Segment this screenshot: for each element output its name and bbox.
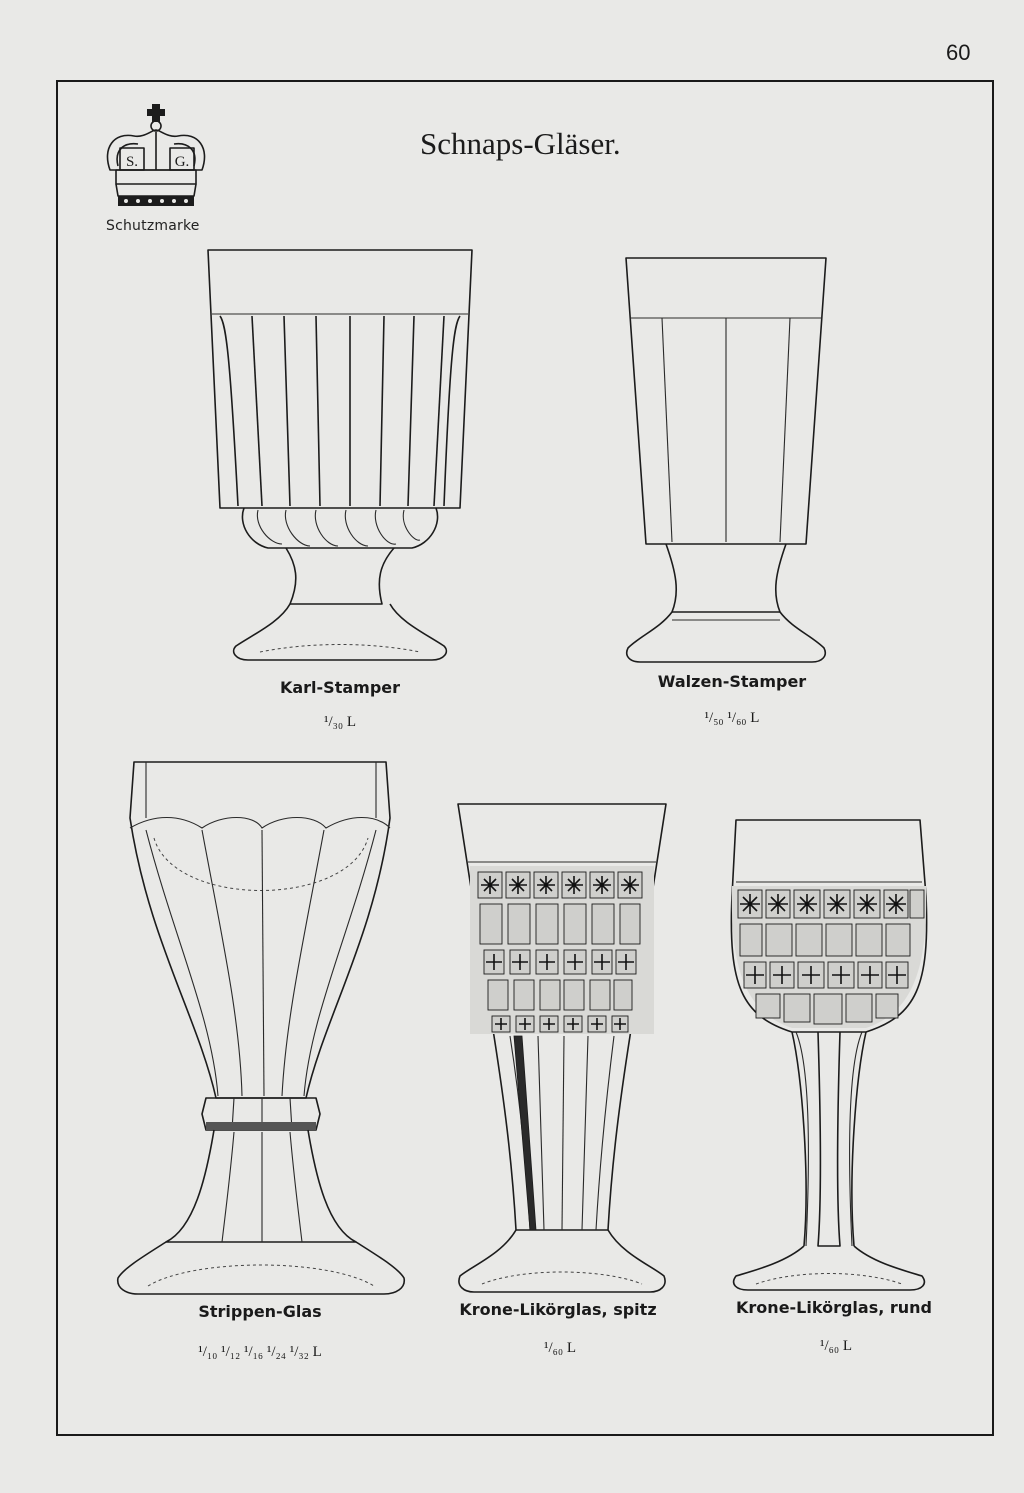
walzen-stamper-label: Walzen-Stamper [657, 672, 807, 691]
karl-stamper-illustration [200, 244, 480, 668]
strippen-glas-capacity: ¹/₁₀ ¹/₁₂ ¹/₁₆ ¹/₂₄ ¹/₃₂ L [198, 1344, 322, 1360]
strippen-glas-label: Strippen-Glas [198, 1302, 322, 1321]
krone-likoerglas-spitz-capacity: ¹/₆₀ L [543, 1340, 577, 1356]
krone-likoerglas-rund-label: Krone-Likörglas, rund [736, 1298, 932, 1317]
crown-trademark-logo [96, 100, 220, 236]
cut-pattern [470, 866, 654, 1034]
crown-icon [107, 104, 204, 206]
strippen-glas-illustration [114, 758, 408, 1298]
karl-stamper-capacity: ¹/₃₀ L [323, 714, 357, 730]
krone-likoerglas-spitz-illustration [452, 800, 672, 1296]
krone-likoerglas-rund-illustration [726, 816, 932, 1292]
krone-likoerglas-rund-capacity: ¹/₆₀ L [819, 1338, 853, 1354]
page-number: 60 [946, 40, 971, 65]
logo-initial-left: S. [125, 154, 139, 170]
karl-stamper-label: Karl-Stamper [279, 678, 401, 697]
page-title: Schnaps-Gläser. [420, 126, 621, 161]
walzen-stamper-illustration [620, 252, 832, 664]
logo-initial-right: G. [174, 154, 190, 170]
walzen-stamper-capacity: ¹/₅₀ ¹/₆₀ L [704, 710, 760, 726]
logo-caption: Schutzmarke [106, 218, 200, 234]
krone-likoerglas-spitz-label: Krone-Likörglas, spitz [459, 1300, 657, 1319]
cut-pattern [732, 886, 926, 1028]
